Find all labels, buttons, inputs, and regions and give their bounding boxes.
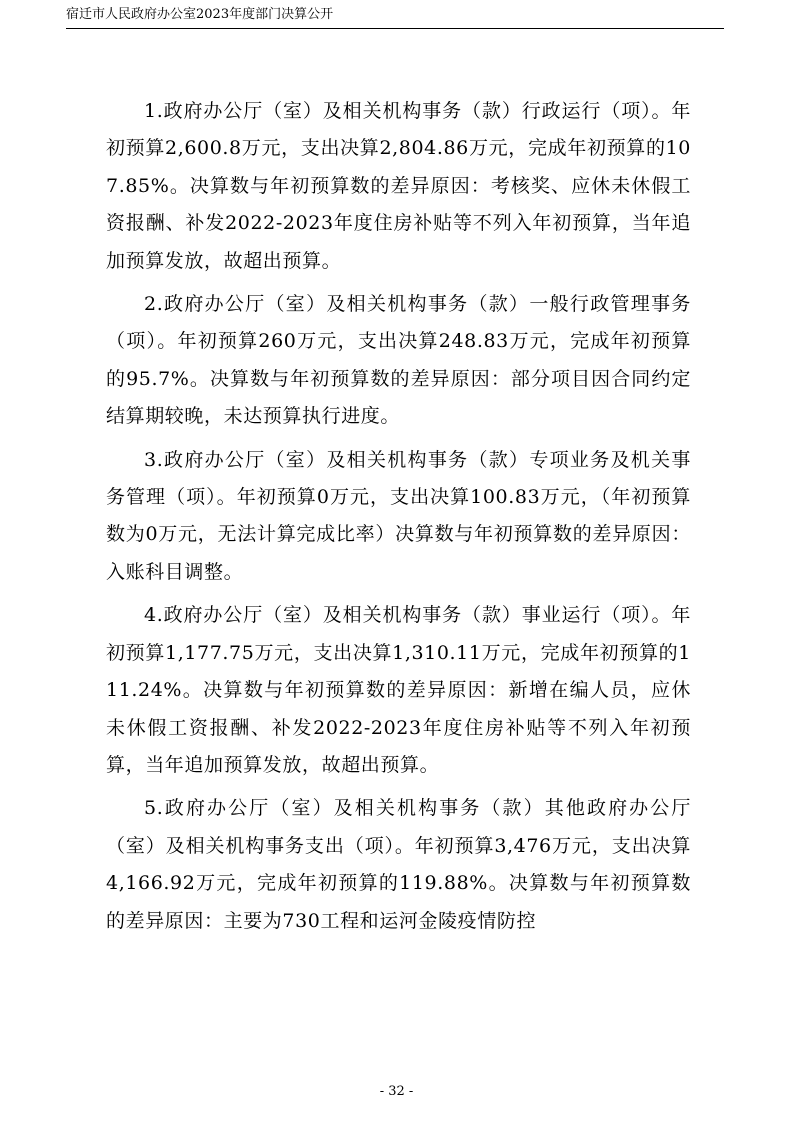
paragraph-4: 4.政府办公厅（室）及相关机构事务（款）事业运行（项）。年初预算1,177.75万元，支出决算1,310.11万元，完成年初预算的111.24%。决算数与年初预算数的差异原因：新增在编人员，应休未休假工资报酬、补发2022-2023年度住房补贴等不列入年初预算，当年追加预算发放，故超出预算。	[106, 604, 691, 776]
header-title: 宿迁市人民政府办公室2023年度部门决算公开	[66, 7, 334, 22]
paragraph-2: 2.政府办公厅（室）及相关机构事务（款）一般行政管理事务（项）。年初预算260万元，支出决算248.83万元，完成年初预算的95.7%。决算数与年初预算数的差异原因：部分项目因合同约定结算期较晚，未达预算执行进度。	[106, 293, 691, 428]
paragraph-3: 3.政府办公厅（室）及相关机构事务（款）专项业务及机关事务管理（项）。年初预算0万元，支出决算100.83万元，（年初预算数为0万元，无法计算完成比率）决算数与年初预算数的差异原因：入账科目调整。	[106, 448, 691, 583]
paragraph-5: 5.政府办公厅（室）及相关机构事务（款）其他政府办公厅（室）及相关机构事务支出（项）。年初预算3,476万元，支出决算4,166.92万元，完成年初预算的119.88%。决算数与年初预算数的差异原因：主要为730工程和运河金陵疫情防控	[106, 797, 691, 932]
header-divider	[66, 28, 724, 29]
paragraph-1: 1.政府办公厅（室）及相关机构事务（款）行政运行（项）。年初预算2,600.8万元，支出决算2,804.86万元，完成年初预算的107.85%。决算数与年初预算数的差异原因：考核奖、应休未休假工资报酬、补发2022-2023年度住房补贴等不列入年初预算，当年追加预算发放，故超出预算。	[106, 100, 691, 272]
page-header	[66, 7, 724, 29]
document-body	[106, 93, 691, 946]
page-number: - 32 -	[379, 1084, 414, 1099]
